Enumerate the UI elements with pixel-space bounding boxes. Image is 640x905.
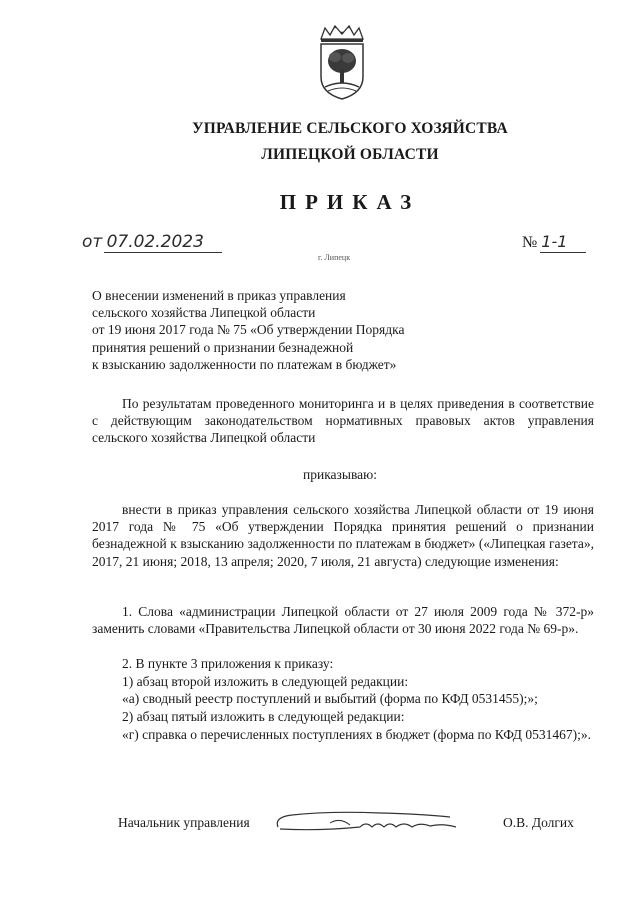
document-date — [82, 232, 204, 252]
item-2-1-text: «а) сводный реестр поступлений и выбытий (форма по КФД 0531455);»; — [122, 691, 538, 706]
lipetsk-coat-of-arms-icon — [315, 25, 369, 101]
orders-word: приказываю: — [303, 467, 377, 482]
item-2: 2. В пункте 3 приложения к приказу: — [122, 656, 334, 671]
item-2-2-text: «г) справка о перечисленных поступлениях в бюджет (форма по КФД 0531467);». — [122, 727, 591, 742]
item-2-1: 1) абзац второй изложить в следующей редакции: — [122, 674, 409, 689]
document-number — [522, 232, 567, 252]
number-label: № — [522, 234, 538, 251]
org-name-line2: ЛИПЕЦКОЙ ОБЛАСТИ — [261, 146, 439, 163]
document-type-title: ПРИКАЗ — [279, 190, 421, 214]
city-label: г. Липецк — [318, 253, 351, 262]
subject-line: от 19 июня 2017 года № 75 «Об утверждении Порядка — [92, 322, 405, 338]
subject-line: сельского хозяйства Липецкой области — [92, 305, 316, 321]
signer-position: Начальник управления — [118, 815, 250, 830]
subject-line: принятия решений о признании безнадежной — [92, 339, 354, 355]
handwritten-signature — [270, 803, 470, 839]
subject-line: О внесении изменений в приказ управления — [92, 288, 346, 303]
subject-line: к взысканию задолженности по платежам в бюджет» — [92, 356, 397, 372]
number-underline — [540, 252, 586, 253]
item-2-2: 2) абзац пятый изложить в следующей редакции: — [122, 709, 405, 724]
document-subject — [92, 287, 472, 373]
intro-paragraph: По результатам проведенного мониторинга и в целях приведения в соответствие с действующим законодательством нормативных правовых актов управления сельского хозяйства Липецкой области — [92, 396, 594, 446]
date-handwritten: 07.02.2023 — [106, 232, 204, 252]
date-underline — [104, 252, 222, 253]
main-paragraph: внести в приказ управления сельского хозяйства Липецкой области от 19 июня 2017 года № 75 «Об утверждении Порядка принятия решений о признании безнадежной к взысканию задолженности по платежам в бюджет» («Липецкая газета», 2017, 21 июня; 2018, 13 апреля; 2020, 7 июля, 21 августа) следующие изменения: — [92, 502, 594, 569]
date-prefix: от — [82, 232, 103, 252]
number-handwritten: 1-1 — [541, 232, 568, 251]
signer-name: О.В. Долгих — [503, 815, 574, 830]
org-name-line1: УПРАВЛЕНИЕ СЕЛЬСКОГО ХОЗЯЙСТВА — [192, 120, 508, 137]
item-1: 1. Слова «администрации Липецкой области от 27 июля 2009 года № 372-р» заменить словами «Правительства Липецкой области от 30 июня 2022 года № 69-р». — [92, 604, 594, 637]
